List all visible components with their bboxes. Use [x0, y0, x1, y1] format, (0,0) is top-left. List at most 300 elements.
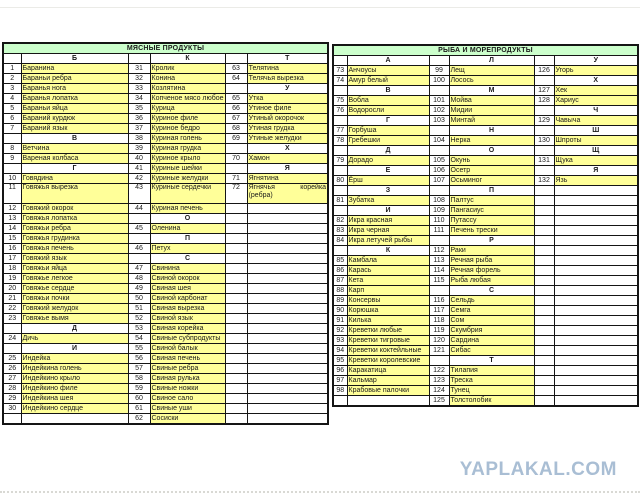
empty-cell: [225, 344, 247, 354]
empty-cell: [554, 236, 638, 246]
fish-seafood-table: [332, 44, 639, 407]
table-row: [3, 224, 328, 234]
item-number: 88: [333, 286, 347, 296]
empty-cell: [554, 356, 638, 366]
item-name: Говяжьи яйца: [21, 264, 128, 274]
item-number: 103: [429, 116, 449, 126]
empty-cell: [534, 336, 554, 346]
item-number: 45: [128, 224, 150, 234]
empty-cell: [429, 56, 449, 66]
item-number: 118: [429, 316, 449, 326]
item-number: 91: [333, 316, 347, 326]
empty-cell: [225, 354, 247, 364]
item-number: 119: [429, 326, 449, 336]
empty-cell: [534, 106, 554, 116]
item-number: 34: [128, 94, 150, 104]
item-number: 86: [333, 266, 347, 276]
empty-cell: [534, 56, 554, 66]
table-row: [3, 114, 328, 124]
empty-cell: [554, 246, 638, 256]
table-row: [333, 126, 638, 136]
table-row: [333, 386, 638, 396]
item-name: Хек: [554, 86, 638, 96]
item-number: 60: [128, 394, 150, 404]
table-row: [333, 306, 638, 316]
item-name: Говяжий желудок: [21, 304, 128, 314]
empty-cell: [247, 394, 328, 404]
table-row: [333, 116, 638, 126]
item-number: 108: [429, 196, 449, 206]
empty-cell: [225, 364, 247, 374]
empty-cell: [225, 394, 247, 404]
table-row: [333, 256, 638, 266]
meat-products-table: [2, 42, 329, 425]
empty-cell: [247, 314, 328, 324]
empty-cell: [333, 86, 347, 96]
empty-cell: [534, 376, 554, 386]
table-row: [3, 214, 328, 224]
item-name: Утиный окорочок: [247, 114, 328, 124]
item-name: Бараний язык: [21, 124, 128, 134]
table-row: [3, 414, 328, 425]
item-name: Амур белый: [347, 76, 429, 86]
item-name: Минтай: [449, 116, 534, 126]
item-name: Килька: [347, 316, 429, 326]
item-number: 37: [128, 124, 150, 134]
item-name: Куриные желудки: [150, 174, 225, 184]
item-name: Куриная грудка: [150, 144, 225, 154]
empty-cell: [333, 56, 347, 66]
item-name: Куриное крыло: [150, 154, 225, 164]
item-name: Хамон: [247, 154, 328, 164]
empty-cell: [554, 186, 638, 196]
empty-cell: [225, 324, 247, 334]
item-number: 63: [225, 64, 247, 74]
item-name: Козлятина: [150, 84, 225, 94]
item-name: Икра летучей рыбы: [347, 236, 429, 246]
item-number: 61: [128, 404, 150, 414]
item-number: 96: [333, 366, 347, 376]
table-row: [3, 374, 328, 384]
item-number: 106: [429, 166, 449, 176]
item-number: 5: [3, 104, 21, 114]
item-number: 122: [429, 366, 449, 376]
empty-cell: [3, 414, 21, 425]
item-number: 27: [3, 374, 21, 384]
item-number: 76: [333, 106, 347, 116]
table-row: [3, 84, 328, 94]
table-row: [3, 364, 328, 374]
section-title-row: [333, 45, 638, 56]
empty-cell: [534, 216, 554, 226]
table-row: [333, 376, 638, 386]
empty-cell: [225, 204, 247, 214]
item-number: 80: [333, 176, 347, 186]
table-row: [333, 196, 638, 206]
table-row: [333, 276, 638, 286]
empty-cell: [225, 254, 247, 264]
table-row: [3, 144, 328, 154]
empty-cell: [554, 256, 638, 266]
table-row: [333, 336, 638, 346]
item-number: 6: [3, 114, 21, 124]
empty-cell: [534, 266, 554, 276]
item-number: 57: [128, 364, 150, 374]
empty-cell: [247, 334, 328, 344]
empty-cell: [128, 54, 150, 64]
item-name: Корюшка: [347, 306, 429, 316]
item-name: Семга: [449, 306, 534, 316]
table-row: [333, 236, 638, 246]
table-row: [333, 316, 638, 326]
empty-cell: [534, 166, 554, 176]
empty-cell: [429, 126, 449, 136]
item-name: Индейкино крыло: [21, 374, 128, 384]
item-number: 94: [333, 346, 347, 356]
empty-cell: [247, 364, 328, 374]
table-row: [333, 266, 638, 276]
item-number: 41: [128, 164, 150, 174]
item-number: 92: [333, 326, 347, 336]
item-name: Свиная корейка: [150, 324, 225, 334]
item-number: 23: [3, 314, 21, 324]
item-number: 48: [128, 274, 150, 284]
table-row: [333, 356, 638, 366]
item-name: Угорь: [554, 66, 638, 76]
letter-header: М: [449, 86, 534, 96]
empty-cell: [554, 366, 638, 376]
item-name: Креветки королевские: [347, 356, 429, 366]
item-name: Палтус: [449, 196, 534, 206]
fish-grid: [332, 44, 639, 407]
item-number: 14: [3, 224, 21, 234]
item-name: Речная рыба: [449, 256, 534, 266]
empty-cell: [3, 134, 21, 144]
table-row: [3, 384, 328, 394]
item-number: 21: [3, 294, 21, 304]
item-name: Куриные шейки: [150, 164, 225, 174]
empty-cell: [247, 354, 328, 364]
item-number: 114: [429, 266, 449, 276]
letter-header: С: [449, 286, 534, 296]
item-number: 42: [128, 174, 150, 184]
item-number: 83: [333, 226, 347, 236]
item-name: Гребешки: [347, 136, 429, 146]
item-name: Говяжья грудинка: [21, 234, 128, 244]
item-name: Ветчина: [21, 144, 128, 154]
item-number: 68: [225, 124, 247, 134]
item-name: Свиная вырезка: [150, 304, 225, 314]
empty-cell: [534, 186, 554, 196]
empty-cell: [247, 284, 328, 294]
table-row: [333, 366, 638, 376]
item-name: Говяжье вымя: [21, 314, 128, 324]
letter-header: Л: [449, 56, 534, 66]
table-row: [3, 314, 328, 324]
empty-cell: [333, 116, 347, 126]
empty-cell: [247, 324, 328, 334]
empty-cell: [554, 386, 638, 396]
empty-cell: [554, 336, 638, 346]
item-name: Печень трески: [449, 226, 534, 236]
table-row: [333, 206, 638, 216]
item-name: Индейкино сердце: [21, 404, 128, 414]
item-number: 93: [333, 336, 347, 346]
table-row: [333, 346, 638, 356]
empty-cell: [225, 214, 247, 224]
item-name: Треска: [449, 376, 534, 386]
empty-cell: [554, 226, 638, 236]
empty-cell: [429, 356, 449, 366]
section-title-row: [3, 43, 328, 54]
empty-cell: [534, 396, 554, 407]
empty-cell: [225, 164, 247, 174]
item-name: Бараний курдюк: [21, 114, 128, 124]
item-name: Лосось: [449, 76, 534, 86]
item-number: 75: [333, 96, 347, 106]
empty-cell: [534, 146, 554, 156]
item-number: 28: [3, 384, 21, 394]
item-number: 111: [429, 226, 449, 236]
item-number: 62: [128, 414, 150, 425]
item-number: 67: [225, 114, 247, 124]
item-name: Свиное сало: [150, 394, 225, 404]
item-number: 116: [429, 296, 449, 306]
empty-cell: [225, 284, 247, 294]
item-name: Дорадо: [347, 156, 429, 166]
item-name: Говяжий язык: [21, 254, 128, 264]
item-name: Водоросли: [347, 106, 429, 116]
item-name: Нерка: [449, 136, 534, 146]
table-row: [3, 54, 328, 64]
item-number: 47: [128, 264, 150, 274]
item-number: 95: [333, 356, 347, 366]
table-row: [333, 166, 638, 176]
empty-cell: [225, 414, 247, 425]
watermark: YAPLAKAL.COM: [459, 459, 617, 480]
empty-cell: [429, 286, 449, 296]
table-row: [333, 146, 638, 156]
empty-cell: [333, 246, 347, 256]
item-name: Свиная шея: [150, 284, 225, 294]
item-number: 112: [429, 246, 449, 256]
item-name: Телятина: [247, 64, 328, 74]
item-name: Чавыча: [554, 116, 638, 126]
empty-cell: [247, 384, 328, 394]
table-row: [333, 176, 638, 186]
item-name: Окунь: [449, 156, 534, 166]
item-name: Ёрш: [347, 176, 429, 186]
item-number: 30: [3, 404, 21, 414]
item-number: 130: [534, 136, 554, 146]
letter-header: Х: [554, 76, 638, 86]
item-name: Свиные уши: [150, 404, 225, 414]
item-name: Индейкина шея: [21, 394, 128, 404]
empty-cell: [534, 246, 554, 256]
item-name: Утиные желудки: [247, 134, 328, 144]
letter-header: Р: [449, 236, 534, 246]
letter-header: К: [347, 246, 429, 256]
item-name: Копченое мясо любое: [151, 94, 224, 102]
table-row: [3, 184, 328, 204]
empty-cell: [534, 256, 554, 266]
section-title: РЫБА И МОРЕПРОДУКТЫ: [333, 45, 638, 56]
item-number: 77: [333, 126, 347, 136]
empty-cell: [247, 344, 328, 354]
item-name: Свинина: [150, 264, 225, 274]
empty-cell: [333, 396, 347, 407]
item-name: Сибас: [449, 346, 534, 356]
item-number: 39: [128, 144, 150, 154]
letter-header: И: [21, 344, 128, 354]
letter-header: П: [449, 186, 534, 196]
table-row: [333, 286, 638, 296]
table-row: [3, 274, 328, 284]
empty-cell: [247, 304, 328, 314]
item-number: 90: [333, 306, 347, 316]
empty-cell: [534, 356, 554, 366]
item-name: Креветки тигровые: [347, 336, 429, 346]
empty-cell: [554, 196, 638, 206]
item-number: 113: [429, 256, 449, 266]
empty-cell: [225, 144, 247, 154]
table-row: [333, 396, 638, 407]
empty-cell: [247, 224, 328, 234]
table-row: [3, 284, 328, 294]
item-name: Икра красная: [347, 216, 429, 226]
table-row: [3, 74, 328, 84]
empty-cell: [333, 206, 347, 216]
item-name: Говяжьи ребра: [21, 224, 128, 234]
item-name: Говяжья вырезка: [21, 184, 128, 204]
item-number: 125: [429, 396, 449, 407]
item-name: Конина: [150, 74, 225, 84]
item-number: 32: [128, 74, 150, 84]
item-name: Говяжье сердце: [21, 284, 128, 294]
letter-header: О: [449, 146, 534, 156]
letter-header: Н: [449, 126, 534, 136]
letter-header: Б: [21, 54, 128, 64]
empty-cell: [247, 204, 328, 214]
empty-cell: [554, 296, 638, 306]
empty-cell: [534, 346, 554, 356]
empty-cell: [225, 244, 247, 254]
empty-cell: [3, 164, 21, 174]
item-name: Карась: [347, 266, 429, 276]
item-number: 84: [333, 236, 347, 246]
empty-cell: [225, 374, 247, 384]
item-number: 19: [3, 274, 21, 284]
item-name: Говяжье легкое: [21, 274, 128, 284]
item-name: Ягнятина: [247, 174, 328, 184]
empty-cell: [534, 366, 554, 376]
item-name: Свиные ножки: [150, 384, 225, 394]
empty-cell: [554, 206, 638, 216]
empty-cell: [534, 226, 554, 236]
item-name: Кета: [347, 276, 429, 286]
item-number: 71: [225, 174, 247, 184]
table-row: [3, 64, 328, 74]
letter-header: У: [247, 84, 328, 94]
item-name: Анчоусы: [347, 66, 429, 76]
table-row: [333, 216, 638, 226]
item-number: 13: [3, 214, 21, 224]
item-name: Петух: [150, 244, 225, 254]
item-name: Свиные ребра: [150, 364, 225, 374]
empty-cell: [247, 414, 328, 425]
item-name: Речная форель: [449, 266, 534, 276]
item-number: 16: [3, 244, 21, 254]
item-number: 105: [429, 156, 449, 166]
table-row: [3, 104, 328, 114]
table-row: [3, 324, 328, 334]
empty-cell: [534, 196, 554, 206]
item-name: Консервы: [347, 296, 429, 306]
table-row: [3, 94, 328, 104]
item-number: 85: [333, 256, 347, 266]
item-name: Куриное бедро: [150, 124, 225, 134]
item-name: Каракатица: [347, 366, 429, 376]
item-name: Лещ: [449, 66, 534, 76]
item-number: 110: [429, 216, 449, 226]
table-row: [333, 136, 638, 146]
empty-cell: [554, 286, 638, 296]
item-number: 17: [3, 254, 21, 264]
item-name: Осетр: [449, 166, 534, 176]
item-name: Рыба любая: [449, 276, 534, 286]
empty-cell: [534, 76, 554, 86]
empty-cell: [247, 374, 328, 384]
empty-cell: [429, 186, 449, 196]
item-number: 126: [534, 66, 554, 76]
item-number: 53: [128, 324, 150, 334]
empty-cell: [225, 294, 247, 304]
item-number: 121: [429, 346, 449, 356]
table-row: [3, 334, 328, 344]
empty-cell: [128, 254, 150, 264]
empty-cell: [429, 86, 449, 96]
empty-cell: [534, 206, 554, 216]
item-number: 81: [333, 196, 347, 206]
empty-cell: [554, 306, 638, 316]
item-name: Тилапия: [449, 366, 534, 376]
item-name: Куриная печень: [150, 204, 225, 214]
item-name: Путассу: [449, 216, 534, 226]
item-name: Свиной язык: [150, 314, 225, 324]
item-name: Креветки любые: [347, 326, 429, 336]
empty-cell: [554, 266, 638, 276]
empty-cell: [247, 274, 328, 284]
item-name: Бараньи яйца: [21, 104, 128, 114]
letter-header: П: [150, 234, 225, 244]
item-number: 1: [3, 64, 21, 74]
item-name: Куриные сердечки: [150, 184, 225, 204]
item-number: 22: [3, 304, 21, 314]
section-title: МЯСНЫЕ ПРОДУКТЫ: [3, 43, 328, 54]
item-number: 73: [333, 66, 347, 76]
item-name: Осьминог: [449, 176, 534, 186]
letter-header: В: [347, 86, 429, 96]
item-name: Хариус: [554, 96, 638, 106]
table-row: [3, 244, 328, 254]
item-number: 44: [128, 204, 150, 214]
empty-cell: [554, 346, 638, 356]
item-number: 58: [128, 374, 150, 384]
item-number: 50: [128, 294, 150, 304]
item-number: 127: [534, 86, 554, 96]
item-number: 123: [429, 376, 449, 386]
item-name: Горбуша: [347, 126, 429, 136]
